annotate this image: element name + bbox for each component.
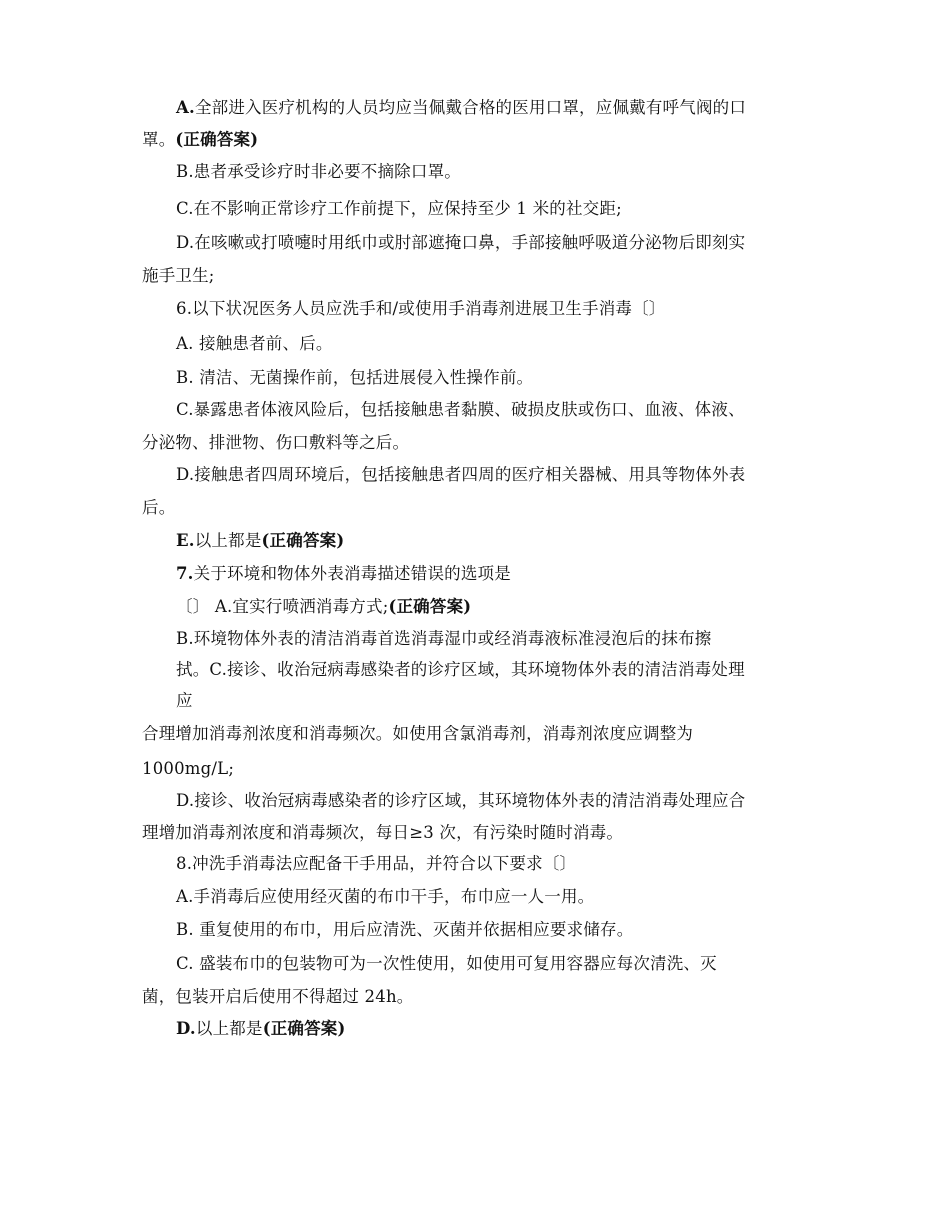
q7-option-c-line1: 合理增加消毒剂浓度和消毒频次。如使用含氯消毒剂，消毒剂浓度应调整为 <box>142 724 694 743</box>
q6-option-a: A. 接触患者前、后。 <box>176 334 333 353</box>
q7-option-b-line1: B.环境物体外表的清洁消毒首选消毒湿巾或经消毒液标准浸泡后的抹布擦 <box>176 629 712 648</box>
q6-option-c-line2: 分泌物、排泄物、伤口敷料等之后。 <box>142 433 410 452</box>
q7-option-d-line2: 理增加消毒剂浓度和消毒频次，每日≥3 次，有污染时随时消毒。 <box>142 823 624 842</box>
q7-option-d-line1: D.接诊、收治冠病毒感染者的诊疗区域，其环境物体外表的清洁消毒处理应合 <box>176 791 746 810</box>
q7-option-c-line2: 1000mg/L; <box>142 759 235 778</box>
q5-option-d-line2: 施手卫生; <box>142 266 215 285</box>
q6-option-d-line1: D.接触患者四周环境后，包括接触患者四周的医疗相关器械、用具等物体外表 <box>176 465 746 484</box>
q6-option-d-line2: 后。 <box>142 498 176 517</box>
q5-option-c: C.在不影响正常诊疗工作前提下，应保持至少 1 米的社交距; <box>176 199 622 218</box>
q5-option-a-text2: 罩。 <box>142 130 176 149</box>
q7-option-a-text: 〔〕 A.宜实行喷洒消毒方式; <box>176 597 389 616</box>
q5-option-a-prefix: A. <box>176 98 195 117</box>
q8-option-b: B. 重复使用的布巾，用后应清洗、灭菌并依据相应要求储存。 <box>176 920 634 939</box>
q5-option-a-text: 全部进入医疗机构的人员均应当佩戴合格的医用口罩，应佩戴有呼气阀的口 <box>194 98 747 117</box>
q8-option-c-line1: C. 盛装布巾的包装物可为一次性使用，如使用可复用容器应每次清洗、灭 <box>176 954 717 973</box>
q7-number: 7. <box>176 564 194 583</box>
q6-option-c-line1: C.暴露患者体液风险后，包括接触患者黏膜、破损皮肤或伤口、血液、体液、 <box>176 400 745 419</box>
correct-answer-mark: (正确答案) <box>262 1019 346 1038</box>
correct-answer-mark: (正确答案) <box>261 531 345 550</box>
q7-option-b-line2: 拭。C.接诊、收治冠病毒感染者的诊疗区域，其环境物体外表的清洁消毒处理 <box>176 660 745 679</box>
q8-option-d-prefix: D. <box>176 1019 196 1038</box>
q7-option-a <box>176 595 471 619</box>
q8-option-d-text: 以上都是 <box>195 1019 263 1038</box>
q7-option-b-line3: 应 <box>176 691 193 710</box>
q7-question <box>176 562 511 586</box>
q8-option-d <box>176 1017 346 1041</box>
q5-option-a-line1 <box>176 96 746 120</box>
q6-option-e <box>176 529 344 553</box>
q6-question: 6.以下状况医务人员应洗手和/或使用手消毒剂进展卫生手消毒〔〕 <box>176 299 666 318</box>
q5-option-d-line1: D.在咳嗽或打喷嚏时用纸巾或肘部遮掩口鼻，手部接触呼吸道分泌物后即刻实 <box>176 233 746 252</box>
q5-option-a-line2 <box>142 128 258 152</box>
q8-option-a: A.手消毒后应使用经灭菌的布巾干手，布巾应一人一用。 <box>176 887 595 906</box>
q6-option-b: B. 清洁、无菌操作前，包括进展侵入性操作前。 <box>176 368 534 387</box>
q5-option-b: B.患者承受诊疗时非必要不摘除口罩。 <box>176 162 461 181</box>
q8-question: 8.冲洗手消毒法应配备干手用品，并符合以下要求〔〕 <box>176 854 577 873</box>
correct-answer-mark: (正确答案) <box>175 130 259 149</box>
q6-option-e-prefix: E. <box>176 531 195 550</box>
correct-answer-mark: (正确答案) <box>388 597 472 616</box>
q8-option-c-line2: 菌，包装开启后使用不得超过 24h。 <box>142 987 414 1006</box>
q6-option-e-text: 以上都是 <box>194 531 262 550</box>
q7-question-text: 关于环境和物体外表消毒描述错误的选项是 <box>193 564 511 583</box>
